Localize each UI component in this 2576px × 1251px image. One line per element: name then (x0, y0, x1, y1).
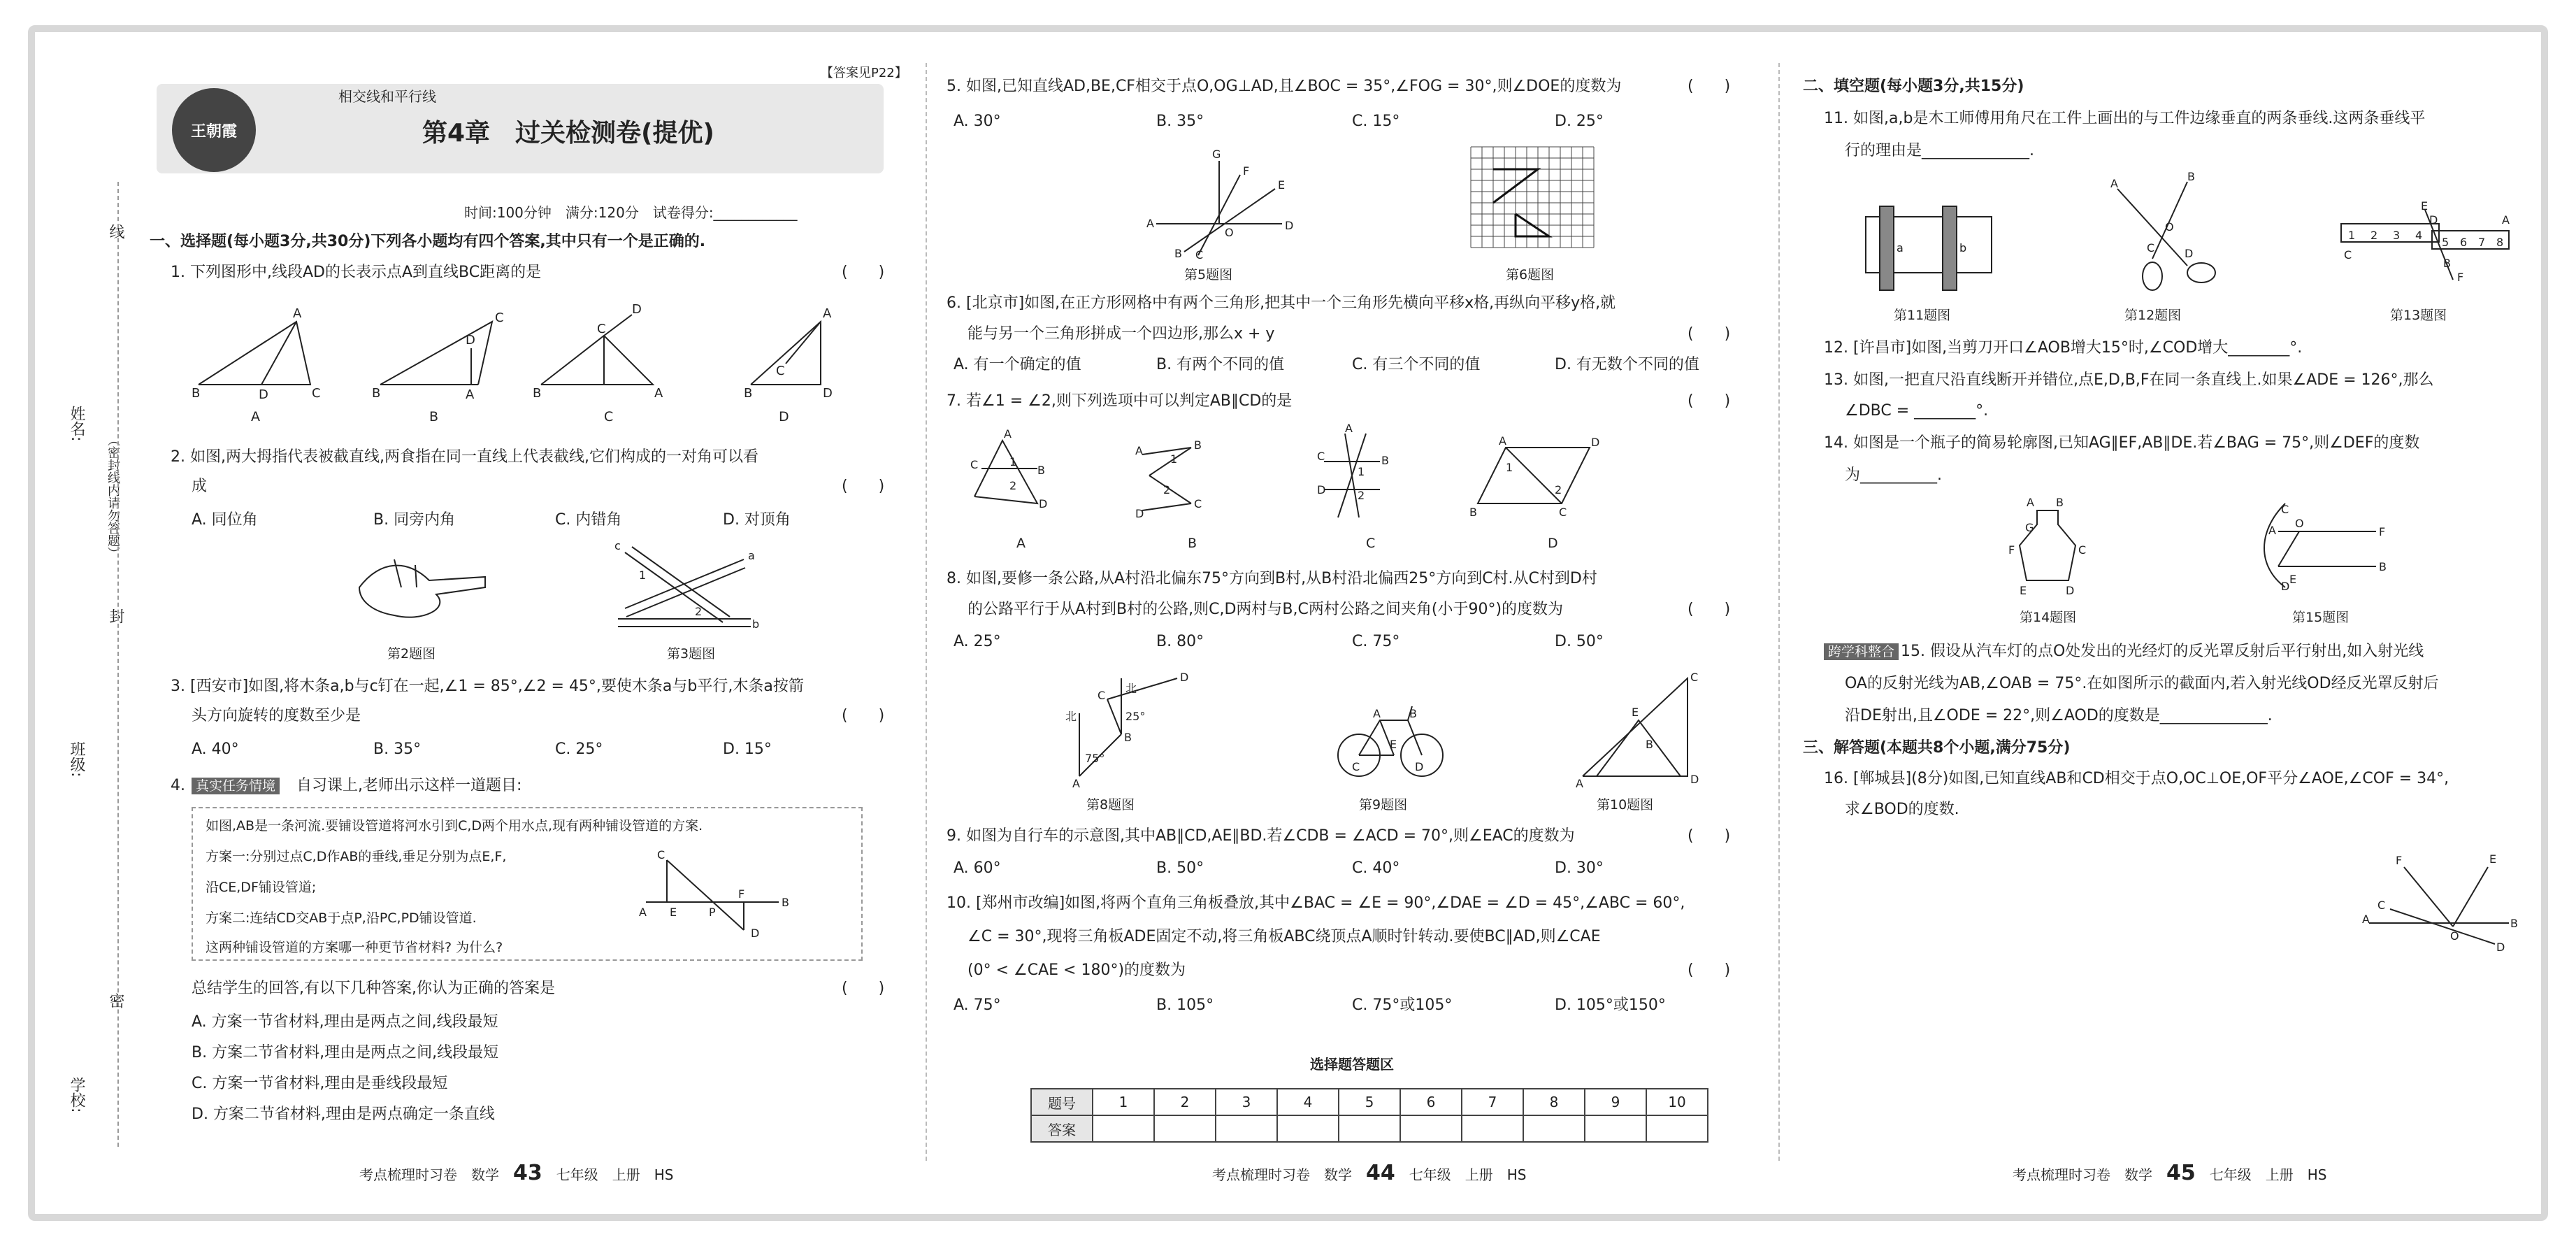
q2-paren: ( ) (842, 478, 885, 495)
svg-text:3: 3 (2393, 229, 2401, 242)
grid-num: 4 (1277, 1089, 1339, 1115)
q3-paren: ( ) (842, 707, 885, 724)
answer-cell[interactable] (1400, 1115, 1462, 1142)
svg-text:B: B (2187, 170, 2195, 183)
fig11 (1859, 203, 1999, 294)
fig2-caption: 第2题图 (387, 646, 436, 662)
seal-mi: 密 (107, 993, 124, 1008)
svg-text:B: B (1646, 738, 1653, 751)
svg-text:E: E (1632, 706, 1639, 719)
svg-text:1: 1 (1009, 455, 1017, 469)
q8-text-2: 的公路平行于从A村到B村的公路,则C,D两村与B,C两村公路之间夹角(小于90°)的度数为 (967, 601, 1564, 618)
fig16 (2362, 846, 2516, 965)
svg-text:D: D (823, 386, 833, 401)
column-left (150, 42, 907, 1185)
q8-text: 8. 如图,要修一条公路,从A村沿北偏东75°方向到B村,从B村沿北偏西25°方向到C村.从C村到D村 (947, 570, 1597, 587)
q5-opt-c: C. 15° (1352, 113, 1400, 130)
svg-text:G: G (1212, 148, 1221, 161)
seal-note: （密封线内请勿答题） (106, 434, 120, 559)
svg-text:B: B (1381, 454, 1389, 467)
q16-text-2: 求∠BOD的度数. (1845, 801, 1959, 818)
answer-grid-header-row (1031, 1089, 1708, 1115)
q9-text: 9. 如图为自行车的示意图,其中AB∥CD,AE∥BD.若∠CDB = ∠ACD = 70°,则∠EAC的度数为 (947, 827, 1575, 845)
q10-text-3: (0° < ∠CAE < 180°)的度数为 (967, 962, 1186, 979)
answer-cell[interactable] (1339, 1115, 1400, 1142)
q8-paren: ( ) (1688, 601, 1731, 618)
q4-box-line-1: 如图,AB是一条河流.要铺设管道将河水引到C,D两个用水点,现有两种铺设管道的方案. (206, 818, 703, 834)
svg-text:A: A (1135, 444, 1143, 457)
q4-box-line-5: 这两种铺设管道的方案哪一种更节省材料? 为什么? (206, 940, 503, 955)
svg-text:A: A (1373, 707, 1381, 720)
svg-text:2: 2 (1009, 479, 1017, 492)
grid-num: 6 (1400, 1089, 1462, 1115)
q9-opt-c: C. 40° (1352, 859, 1400, 877)
svg-text:A: A (2362, 913, 2370, 926)
svg-text:B: B (2056, 496, 2064, 509)
q2-opt-b: B. 同旁内角 (373, 511, 456, 529)
svg-text:1: 1 (2348, 229, 2356, 242)
svg-text:B: B (1174, 247, 1182, 260)
svg-text:C: C (2147, 241, 2155, 255)
q7-figures (960, 422, 1729, 531)
svg-text:D: D (466, 333, 475, 348)
q7-text: 7. 若∠1 = ∠2,则下列选项中可以判定AB∥CD的是 (947, 392, 1293, 410)
q11-text: 11. 如图,a,b是木工师傅用角尺在工件上画出的与工件边缘垂直的两条垂线.这两条垂线平 (1824, 110, 2426, 127)
svg-text:b: b (1959, 241, 1967, 255)
svg-text:B: B (533, 386, 542, 401)
name-label: 姓名: (68, 406, 85, 442)
q1-opt-c: C (604, 409, 614, 424)
svg-text:B: B (1194, 438, 1202, 452)
svg-text:2: 2 (695, 605, 703, 618)
svg-text:北: 北 (1065, 710, 1077, 723)
q6-text: 6. [北京市]如图,在正方形网格中有两个三角形,把其中一个三角形先横向平移x格,再纵向平移y格,就 (947, 294, 1616, 312)
svg-text:A: A (2268, 524, 2276, 537)
q4-box-line-2: 方案一:分别过点C,D作AB的垂线,垂足分别为点E,F, (206, 849, 507, 864)
svg-text:F: F (2379, 525, 2386, 538)
fig5 (1142, 147, 1296, 262)
q8-opt-a: A. 25° (954, 633, 1001, 650)
q4-opt-d: D. 方案二节省材料,理由是两点确定一条直线 (192, 1106, 495, 1123)
svg-text:E: E (670, 906, 677, 919)
page-inner (45, 42, 2531, 1204)
svg-text:C: C (2281, 503, 2289, 516)
q8-opt-b: B. 80° (1156, 633, 1204, 650)
q7-opt-a: A (1016, 536, 1026, 551)
q14-text: 14. 如图是一个瓶子的简易轮廓图,已知AG∥EF,AB∥DE.若∠BAG = 75°,则∠DEF的度数 (1824, 434, 2420, 452)
q4-question: 总结学生的回答,有以下几种答案,你认为正确的答案是 (192, 980, 555, 997)
svg-text:C: C (1098, 689, 1106, 702)
grid-num: 1 (1093, 1089, 1154, 1115)
svg-text:C: C (2377, 899, 2386, 912)
fig10 (1576, 671, 1701, 790)
svg-text:b: b (752, 617, 760, 631)
q11-text-2: 行的理由是______________. (1845, 142, 2034, 159)
q4-opt-b: B. 方案二节省材料,理由是两点之间,线段最短 (192, 1044, 499, 1061)
svg-text:C: C (2078, 543, 2087, 557)
svg-text:D: D (632, 302, 642, 317)
fig6-grid (1471, 147, 1597, 259)
svg-text:A: A (639, 906, 647, 919)
q4-tag: 真实任务情境 (192, 769, 280, 803)
page-title: 第4章 过关检测卷(提优) (422, 119, 714, 148)
answer-grid (1030, 1088, 1708, 1143)
svg-text:E: E (1278, 178, 1286, 192)
q4-opt-c: C. 方案一节省材料,理由是垂线段最短 (192, 1075, 448, 1092)
svg-text:C: C (1352, 760, 1360, 773)
svg-text:P: P (709, 906, 716, 919)
svg-text:D: D (1039, 497, 1048, 510)
q15-text-3: 沿DE射出,且∠ODE = 22°,则∠AOD的度数是______________. (1845, 707, 2273, 724)
q9-opt-d: D. 30° (1555, 859, 1604, 877)
q12-text: 12. [许昌市]如图,当剪刀开口∠AOB增大15°时,∠COD增大________°. (1824, 339, 2303, 357)
svg-text:D: D (2496, 941, 2505, 954)
answer-cell[interactable] (1646, 1115, 1708, 1142)
svg-text:A: A (2502, 213, 2510, 227)
answer-ref: 【答案见P22】 (821, 66, 907, 80)
q2-text: 2. 如图,两大拇指代表被截直线,两食指在同一直线上代表截线,它们构成的一对角可以看 (171, 448, 758, 466)
q2-opt-d: D. 对顶角 (723, 511, 791, 529)
svg-text:F: F (738, 887, 745, 901)
svg-text:8: 8 (2496, 236, 2504, 249)
fig5-caption: 第5题图 (1184, 267, 1233, 283)
svg-text:D: D (1285, 219, 1294, 232)
footer-3: 考点梳理时习卷 数学 45 七年级 上册 HS (2013, 1161, 2327, 1185)
svg-text:G: G (2025, 521, 2034, 534)
svg-text:a: a (1897, 241, 1904, 255)
footer-2: 考点梳理时习卷 数学 44 七年级 上册 HS (1212, 1161, 1527, 1185)
svg-text:B: B (192, 386, 201, 401)
svg-text:E: E (2421, 199, 2429, 213)
svg-text:C: C (597, 322, 606, 336)
svg-text:B: B (1124, 731, 1132, 744)
svg-text:A: A (466, 387, 475, 402)
svg-text:E: E (2020, 584, 2027, 597)
grid-num: 5 (1339, 1089, 1400, 1115)
svg-text:A: A (1146, 217, 1154, 230)
q16-text: 16. [郸城县](8分)如图,已知直线AB和CD相交于点O,OC⊥OE,OF平分∠AOE,∠COF = 34°, (1824, 770, 2449, 787)
svg-text:D: D (1415, 760, 1424, 773)
q6-opt-b: B. 有两个不同的值 (1156, 356, 1285, 373)
grid-num: 9 (1585, 1089, 1646, 1115)
svg-text:D: D (2281, 580, 2290, 593)
svg-text:6: 6 (2460, 236, 2468, 249)
q6-opt-d: D. 有无数个不同的值 (1555, 356, 1699, 373)
q6-opt-a: A. 有一个确定的值 (954, 356, 1081, 373)
svg-text:A: A (2110, 177, 2118, 190)
svg-text:F: F (2396, 854, 2403, 867)
q10-opt-b: B. 105° (1156, 996, 1214, 1014)
svg-text:1: 1 (1358, 465, 1365, 478)
q4-opt-a: A. 方案一节省材料,理由是两点之间,线段最短 (192, 1013, 498, 1031)
svg-text:D: D (2429, 213, 2438, 227)
svg-text:D: D (1180, 671, 1189, 684)
svg-text:O: O (1225, 226, 1234, 239)
svg-text:B: B (372, 386, 381, 401)
fig11-caption: 第11题图 (1894, 308, 1951, 323)
q13-text: 13. 如图,一把直尺沿直线断开并错位,点E,D,B,F在同一条直线上.如果∠ADE = 126°,那么 (1824, 371, 2434, 389)
svg-text:A: A (1072, 777, 1080, 790)
fig6-caption: 第6题图 (1506, 267, 1555, 283)
fig9-bicycle (1331, 685, 1450, 783)
q1-opt-a: A (251, 409, 260, 424)
q3-opt-c: C. 25° (555, 741, 603, 758)
q10-paren: ( ) (1688, 962, 1731, 979)
svg-text:A: A (1004, 427, 1012, 441)
svg-text:C: C (1690, 671, 1699, 684)
svg-text:D: D (1690, 773, 1699, 786)
answer-cell[interactable] (1585, 1115, 1646, 1142)
svg-text:B: B (2379, 560, 2387, 573)
svg-text:B: B (2443, 257, 2451, 270)
answer-cell[interactable] (1523, 1115, 1585, 1142)
q9-opt-b: B. 50° (1156, 859, 1204, 877)
q2-opt-a: A. 同位角 (192, 511, 258, 529)
q6-paren: ( ) (1688, 325, 1731, 343)
svg-text:A: A (823, 306, 832, 321)
column-middle (947, 42, 1764, 1185)
svg-text:2: 2 (1358, 489, 1365, 502)
svg-text:A: A (1576, 777, 1583, 790)
svg-text:C: C (2344, 248, 2352, 262)
q7-opt-c: C (1366, 536, 1376, 551)
svg-text:c: c (614, 539, 621, 552)
svg-text:2: 2 (1555, 483, 1562, 496)
q3-opt-a: A. 40° (192, 741, 239, 758)
fig15-lamp (2264, 496, 2404, 594)
answer-cell[interactable] (1154, 1115, 1216, 1142)
q6-text-2: 能与另一个三角形拼成一个四边形,那么x + y (967, 325, 1275, 343)
q10-text-2: ∠C = 30°,现将三角板ADE固定不动,将三角板ABC绕顶点A顺时针转动.要使BC∥AD,则∠CAE (967, 928, 1601, 945)
section-1-heading: 一、选择题(每小题3分,共30分)下列各小题均有四个答案,其中只有一个是正确的. (150, 233, 706, 250)
grid-num: 8 (1523, 1089, 1585, 1115)
svg-text:A: A (2027, 496, 2034, 509)
fig14-caption: 第14题图 (2020, 610, 2077, 625)
svg-text:D: D (2066, 584, 2075, 597)
svg-text:5: 5 (2442, 236, 2449, 249)
svg-text:2: 2 (1163, 483, 1171, 496)
q15-text: 15. 假设从汽车灯的点O处发出的光经灯的反光罩反射后平行射出,如入射光线 (1901, 643, 2424, 660)
svg-text:A: A (1499, 434, 1506, 448)
svg-text:B: B (1469, 506, 1477, 519)
fig13-caption: 第13题图 (2390, 308, 2447, 323)
svg-text:7: 7 (2478, 236, 2486, 249)
q4-figure (639, 846, 793, 944)
q3-text-2: 头方向旋转的度数至少是 (192, 707, 361, 724)
q7-opt-d: D (1548, 536, 1558, 551)
svg-text:O: O (2165, 220, 2174, 234)
fig13-ruler (2334, 199, 2516, 287)
q10-opt-c: C. 75°或105° (1352, 996, 1453, 1014)
q6-opt-c: C. 有三个不同的值 (1352, 356, 1481, 373)
svg-text:B: B (2510, 917, 2518, 930)
fig3-caption: 第3题图 (667, 646, 716, 662)
q7-paren: ( ) (1688, 392, 1731, 410)
q5-paren: ( ) (1688, 78, 1731, 95)
svg-text:D: D (1591, 436, 1600, 449)
q3-text: 3. [西安市]如图,将木条a,b与c钉在一起,∠1 = 85°,∠2 = 45°,要使木条a与b平行,木条a按箭 (171, 678, 804, 695)
section-2-heading: 二、填空题(每小题3分,共15分) (1803, 78, 2024, 95)
logo: 王朝霞 (172, 88, 256, 172)
svg-text:25°: 25° (1125, 710, 1146, 723)
q4-box-line-3: 沿CE,DF铺设管道; (206, 880, 317, 895)
svg-text:C: C (970, 458, 979, 471)
svg-text:D: D (259, 387, 268, 402)
q3-opt-d: D. 15° (723, 741, 772, 758)
svg-text:C: C (657, 848, 665, 862)
q14-text-2: 为__________. (1845, 466, 1942, 484)
q1-text: 1. 下列图形中,线段AD的长表示点A到直线BC距离的是 (171, 264, 542, 281)
svg-text:D: D (2185, 247, 2194, 260)
svg-text:C: C (1194, 497, 1202, 510)
svg-text:F: F (1243, 164, 1250, 178)
q2-text-2: 成 (192, 478, 208, 495)
q8-opt-d: D. 50° (1555, 633, 1604, 650)
grid-num: 3 (1216, 1089, 1277, 1115)
q5-opt-b: B. 35° (1156, 113, 1204, 130)
answer-grid-title: 选择题答题区 (1310, 1056, 1394, 1073)
q4-text: 自习课上,老师出示这样一道题目: (296, 777, 522, 794)
fig12-scissors (2110, 170, 2222, 294)
answer-cell[interactable] (1462, 1115, 1523, 1142)
seal-feng: 封 (107, 608, 124, 624)
svg-text:C: C (776, 364, 785, 378)
seal-xian: 线 (107, 224, 124, 239)
fig10-caption: 第10题图 (1597, 797, 1654, 813)
fig8-caption: 第8题图 (1086, 797, 1135, 813)
seal-line (117, 182, 119, 1147)
q2-opt-c: C. 内错角 (555, 511, 622, 529)
q10-opt-a: A. 75° (954, 996, 1001, 1014)
footer-1: 考点梳理时习卷 数学 43 七年级 上册 HS (359, 1161, 674, 1185)
answer-grid-answer-row (1031, 1115, 1708, 1142)
q9-paren: ( ) (1688, 827, 1731, 845)
q4-paren: ( ) (842, 980, 885, 997)
svg-text:A: A (293, 306, 302, 321)
fig9-caption: 第9题图 (1359, 797, 1408, 813)
q4-number: 4. (171, 777, 185, 794)
svg-text:1: 1 (1506, 461, 1513, 474)
svg-text:C: C (312, 386, 321, 401)
svg-text:F: F (2457, 271, 2464, 284)
breadcrumb: 相交线和平行线 (338, 88, 436, 105)
svg-text:B: B (744, 386, 753, 401)
svg-text:E: E (1390, 738, 1397, 751)
svg-text:4: 4 (2415, 229, 2423, 242)
q15-text-2: OA的反射光线为AB,∠OAB = 75°.在如图所示的截面内,若入射光线OD经反光罩反射后 (1845, 675, 2439, 692)
exam-meta: 时间:100分钟 满分:120分 试卷得分:____________ (464, 204, 798, 221)
svg-text:D: D (751, 927, 760, 940)
q10-opt-d: D. 105°或150° (1555, 996, 1666, 1014)
svg-text:a: a (748, 549, 755, 562)
q1-paren: ( ) (842, 264, 885, 281)
svg-text:75°: 75° (1085, 752, 1105, 765)
q4-box-line-4: 方案二:连结CD交AB于点P,沿PC,PD铺设管道. (206, 910, 477, 926)
svg-text:B: B (782, 896, 789, 909)
q1-figures (192, 302, 877, 420)
q1-opt-b: B (429, 409, 439, 424)
q1-opt-d: D (779, 409, 789, 424)
svg-text:B: B (1037, 464, 1045, 477)
fig8 (1051, 671, 1191, 790)
svg-text:B: B (1409, 707, 1417, 720)
q8-opt-c: C. 75° (1352, 633, 1400, 650)
q7-opt-b: B (1188, 536, 1197, 551)
fig2-hands (352, 545, 492, 629)
svg-text:E: E (2289, 573, 2297, 586)
svg-text:A: A (1345, 422, 1353, 435)
svg-text:C: C (1195, 248, 1204, 262)
column-right (1803, 42, 2523, 1185)
svg-text:C: C (495, 310, 504, 325)
q9-opt-a: A. 60° (954, 859, 1001, 877)
svg-text:D: D (1135, 507, 1144, 520)
answer-cell[interactable] (1216, 1115, 1277, 1142)
svg-text:C: C (1317, 450, 1325, 463)
separator-1 (926, 63, 927, 1161)
fig12-caption: 第12题图 (2124, 308, 2182, 323)
fig15-caption: 第15题图 (2292, 610, 2350, 625)
q3-opt-b: B. 35° (373, 741, 422, 758)
svg-text:1: 1 (639, 569, 647, 582)
q5-opt-d: D. 25° (1555, 113, 1604, 130)
svg-text:2: 2 (2370, 229, 2378, 242)
svg-text:1: 1 (1170, 452, 1178, 466)
svg-text:D: D (1317, 483, 1326, 496)
grid-num: 2 (1154, 1089, 1216, 1115)
svg-text:E: E (2489, 852, 2497, 866)
svg-text:北: 北 (1125, 682, 1137, 695)
fig3-sticks (611, 538, 758, 636)
q15-tag: 跨学科整合 (1824, 635, 1899, 669)
q5-opt-a: A. 30° (954, 113, 1001, 130)
grid-num: 7 (1462, 1089, 1523, 1115)
svg-text:F: F (2008, 543, 2015, 557)
svg-text:C: C (1559, 506, 1567, 519)
fig14-bottle (2006, 489, 2096, 608)
grid-num: 10 (1646, 1089, 1708, 1115)
q5-text: 5. 如图,已知直线AD,BE,CF相交于点O,OG⊥AD,且∠BOC = 35°,∠FOG = 30°,则∠DOE的度数为 (947, 78, 1622, 95)
class-label: 班级: (68, 741, 85, 778)
school-label: 学校: (68, 1077, 85, 1113)
grid-label-answer: 答案 (1031, 1115, 1093, 1142)
svg-text:A: A (654, 386, 663, 401)
grid-label-number: 题号 (1031, 1089, 1093, 1115)
svg-text:O: O (2450, 929, 2459, 943)
separator-2 (1778, 63, 1780, 1161)
section-3-heading: 三、解答题(本题共8个小题,满分75分) (1803, 739, 2071, 757)
q10-text: 10. [郑州市改编]如图,将两个直角三角板叠放,其中∠BAC = ∠E = 90°,∠DAE = ∠D = 45°,∠ABC = 60°, (947, 894, 1685, 912)
svg-text:O: O (2295, 517, 2304, 530)
q13-text-2: ∠DBC = ________°. (1845, 402, 1989, 420)
answer-cell[interactable] (1093, 1115, 1154, 1142)
answer-cell[interactable] (1277, 1115, 1339, 1142)
